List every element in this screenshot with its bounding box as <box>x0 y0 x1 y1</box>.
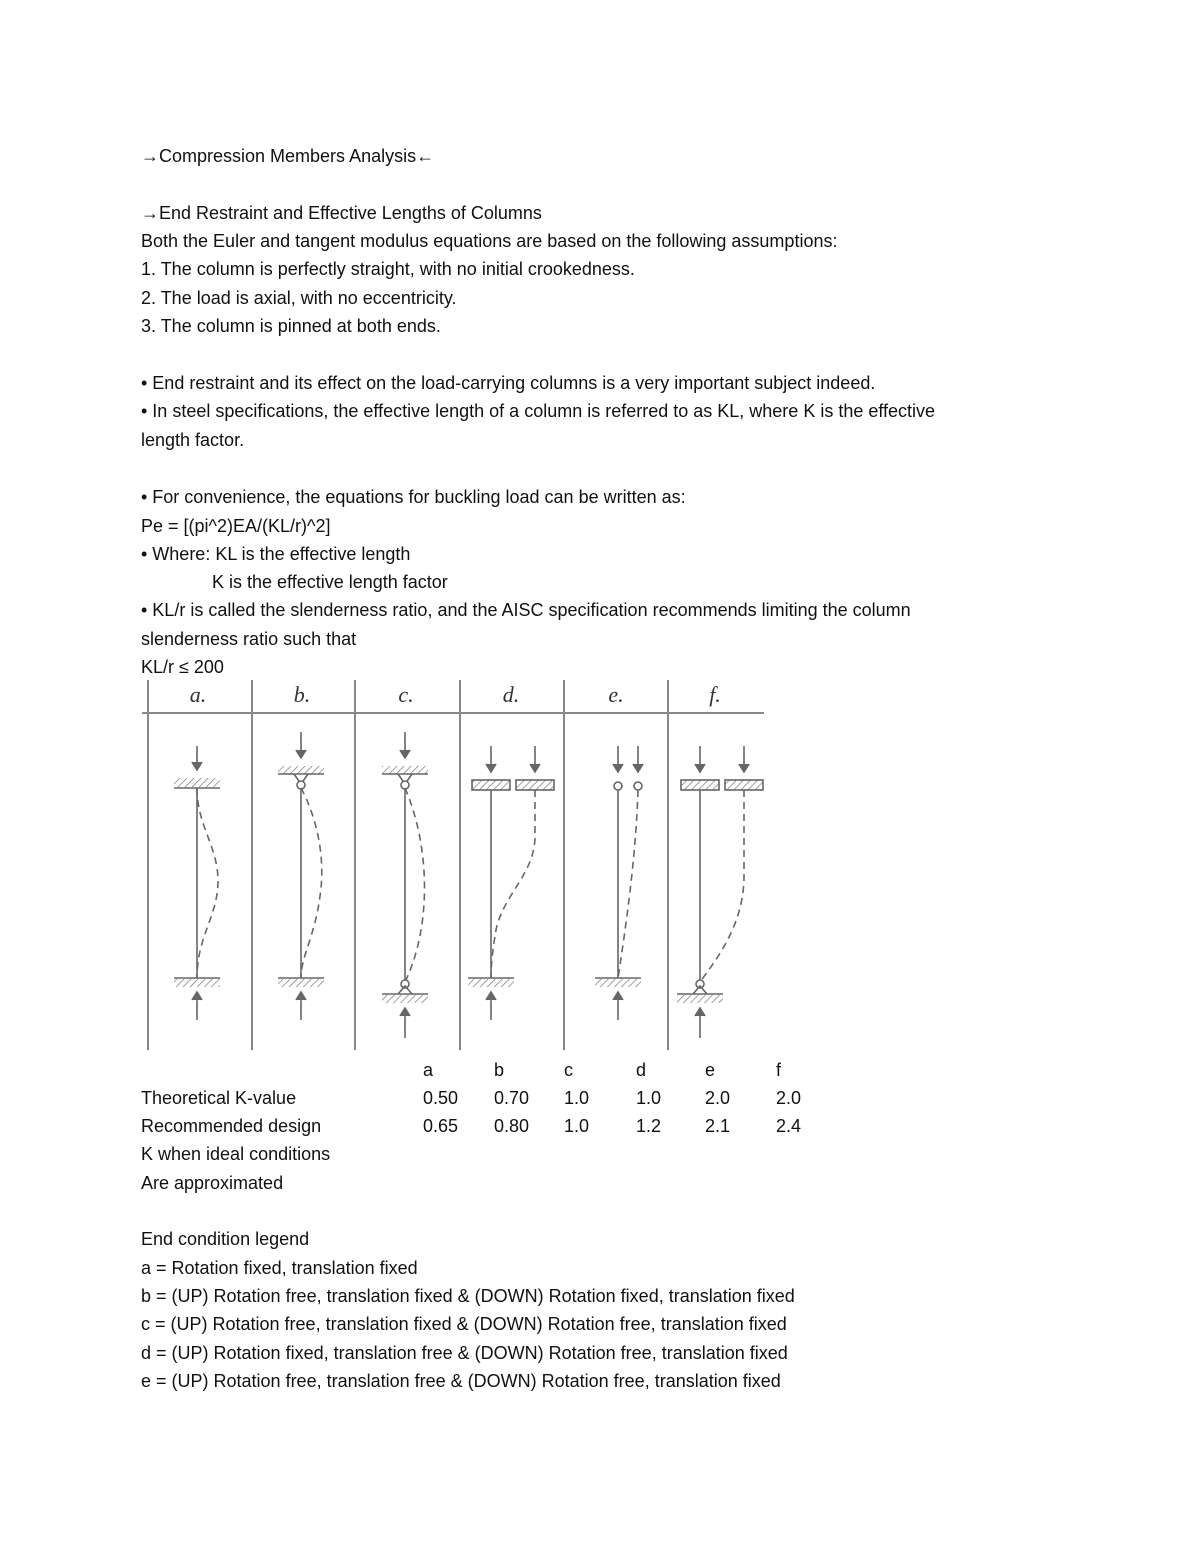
legend-item-c: c = (UP) Rotation free, translation fixed & (DOWN) Rotation free, translation fixed <box>141 1314 787 1334</box>
col-header-c: c <box>564 1060 573 1080</box>
label-d: d. <box>502 682 520 707</box>
row-label-recommended-cont1: K when ideal conditions <box>141 1144 331 1164</box>
bullet-effective-length-cont: length factor. <box>141 430 245 450</box>
slenderness-limit: KL/r ≤ 200 <box>141 657 224 677</box>
recommended-b: 0.80 <box>494 1116 530 1136</box>
col-header-d: d <box>636 1060 647 1080</box>
label-f: f. <box>709 682 721 707</box>
col-header-b: b <box>494 1060 505 1080</box>
row-label-recommended-cont2: Are approximated <box>141 1173 284 1193</box>
assumption-1: 1. The column is perfectly straight, with no initial crookedness. <box>141 259 635 279</box>
col-header-a: a <box>423 1060 434 1080</box>
theoretical-a: 0.50 <box>423 1088 459 1108</box>
column-a <box>174 746 220 1020</box>
recommended-a: 0.65 <box>423 1116 459 1136</box>
assumption-2: 2. The load is axial, with no eccentricity. <box>141 288 457 308</box>
label-a: a. <box>189 682 207 707</box>
theoretical-d: 1.0 <box>636 1088 662 1108</box>
legend-item-e: e = (UP) Rotation free, translation free & (DOWN) Rotation free, translation fixed <box>141 1371 781 1391</box>
recommended-e: 2.1 <box>705 1116 731 1136</box>
column-e <box>595 746 643 1020</box>
column-b <box>278 732 324 1020</box>
label-e: e. <box>608 682 624 707</box>
label-c: c. <box>398 682 414 707</box>
bullet-end-restraint: • End restraint and its effect on the load-carrying columns is a very important subject indeed. <box>141 373 876 393</box>
column-c <box>382 732 428 1038</box>
recommended-d: 1.2 <box>636 1116 662 1136</box>
theoretical-b: 0.70 <box>494 1088 530 1108</box>
assumption-3: 3. The column is pinned at both ends. <box>141 316 441 336</box>
bullet-convenience: • For convenience, the equations for buckling load can be written as: <box>141 487 686 507</box>
column-f <box>677 746 763 1038</box>
bullet-slenderness: • KL/r is called the slenderness ratio, and the AISC specification recommends limiting the column <box>141 600 911 620</box>
legend-item-b: b = (UP) Rotation free, translation fixed & (DOWN) Rotation fixed, translation fixed <box>141 1286 795 1306</box>
theoretical-e: 2.0 <box>705 1088 731 1108</box>
row-label-theoretical: Theoretical K-value <box>141 1088 297 1108</box>
intro-text: Both the Euler and tangent modulus equations are based on the following assumptions: <box>141 231 838 251</box>
legend-item-a: a = Rotation fixed, translation fixed <box>141 1258 418 1278</box>
bullet-slenderness-cont: slenderness ratio such that <box>141 629 357 649</box>
theoretical-c: 1.0 <box>564 1088 590 1108</box>
bullet-effective-length: • In steel specifications, the effective length of a column is referred to as KL, where K is the effective <box>141 401 936 421</box>
legend-item-d: d = (UP) Rotation fixed, translation free & (DOWN) Rotation free, translation fixed <box>141 1343 788 1363</box>
row-label-recommended: Recommended design <box>141 1116 322 1136</box>
buckling-equation: Pe = [(pi^2)EA/(KL/r)^2] <box>141 516 331 536</box>
where-kl: • Where: KL is the effective length <box>141 544 411 564</box>
col-header-e: e <box>705 1060 716 1080</box>
doc-title: →Compression Members Analysis← <box>141 146 435 166</box>
column-d <box>468 746 554 1020</box>
recommended-f: 2.4 <box>776 1116 802 1136</box>
where-k: K is the effective length factor <box>212 572 448 592</box>
legend-title: End condition legend <box>141 1229 310 1249</box>
label-b: b. <box>293 682 311 707</box>
theoretical-f: 2.0 <box>776 1088 802 1108</box>
recommended-c: 1.0 <box>564 1116 590 1136</box>
section-heading: →End Restraint and Effective Lengths of Columns <box>141 203 542 223</box>
col-header-f: f <box>776 1060 782 1080</box>
column-end-conditions-figure <box>140 676 770 1054</box>
